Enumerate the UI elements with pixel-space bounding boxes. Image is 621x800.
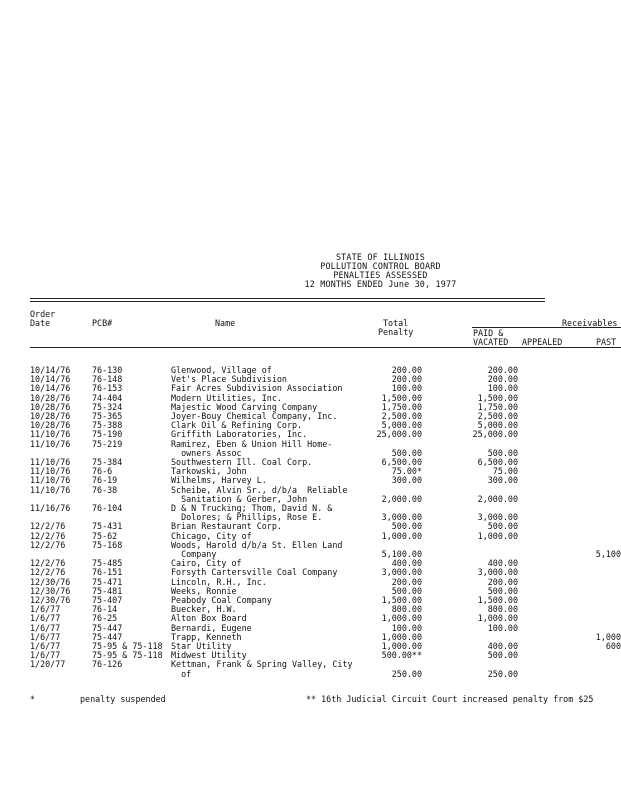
respondent-name: D & N Trucking; Thom, David N. &: [171, 503, 333, 513]
paid-vacated: 200.00: [487, 576, 518, 587]
paid-vacated: 1,000.00: [477, 613, 518, 624]
paid-vacated: 1,500.00: [477, 392, 518, 403]
paid-vacated: 100.00: [487, 383, 518, 394]
paid-vacated: 25,000.00: [472, 429, 518, 440]
total-penalty: 200.00: [391, 365, 422, 375]
header-pcb: PCB#: [92, 318, 113, 328]
paid-vacated: 3,000.00: [477, 567, 518, 578]
pcb-number: 75-485: [92, 558, 123, 569]
total-penalty: 800.00: [391, 604, 422, 615]
footnote-circuit-court: ** 16th Judicial Circuit Court increased penalty from $25: [306, 694, 594, 704]
paid-vacated: 6,500.00: [477, 457, 518, 467]
order-date: 10/28/76: [30, 420, 71, 431]
respondent-name: Joyer-Bouy Chemical Company, Inc.: [171, 411, 338, 421]
order-date: 1/20/77: [30, 659, 66, 670]
table-row: [0, 670, 621, 679]
header-period: 12 MONTHS ENDED June 30, 1977: [304, 279, 457, 289]
pcb-number: 76-151: [92, 567, 123, 578]
total-penalty: 1,500.00: [381, 392, 422, 403]
respondent-name: Bernardi, Eugene: [171, 622, 252, 633]
respondent-name: Chicago, City of: [171, 530, 252, 541]
paid-vacated: 2,500.00: [477, 411, 518, 421]
header-total: Total: [383, 318, 409, 328]
header-order: Order: [30, 309, 56, 319]
paid-vacated: 75.00: [492, 466, 518, 477]
pcb-number: 76-148: [92, 374, 123, 385]
respondent-name: Modern Utilities, Inc.: [171, 392, 282, 403]
total-penalty: 400.00: [391, 558, 422, 569]
header-bottom-rule: [30, 347, 621, 348]
pcb-number: 75-388: [92, 420, 123, 431]
order-date: 11/10/76: [30, 438, 71, 449]
total-penalty: 500.00: [391, 521, 422, 532]
total-penalty: 100.00: [391, 622, 422, 633]
table-row: [0, 660, 621, 669]
respondent-name: Dolores; & Phillips, Rose E.: [171, 512, 323, 523]
respondent-name: Ramirez, Eben & Union Hill Home-: [171, 438, 333, 449]
total-penalty: 75.00*: [391, 466, 422, 477]
total-penalty: 1,750.00: [381, 401, 422, 412]
past-due: 600: [605, 641, 621, 651]
order-date: 10/28/76: [30, 401, 71, 412]
paid-vacated: 250.00: [487, 668, 518, 679]
pcb-number: 76-6: [92, 466, 113, 477]
total-penalty: 1,000.00: [381, 641, 422, 651]
order-date: 10/14/76: [30, 383, 71, 394]
total-penalty: 1,000.00: [381, 613, 422, 624]
order-date: 1/6/77: [30, 622, 61, 633]
paid-vacated: 300.00: [487, 475, 518, 486]
paid-vacated: 1,750.00: [477, 401, 518, 412]
table-row: [0, 541, 621, 550]
past-due: 5,100: [595, 549, 621, 559]
total-penalty: 5,100.00: [381, 549, 422, 559]
paid-vacated: 500.00: [487, 585, 518, 596]
pcb-number: 76-130: [92, 365, 123, 375]
past-due: 1,000: [595, 631, 621, 642]
pcb-number: 75-219: [92, 438, 123, 449]
order-date: 11/10/76: [30, 484, 71, 495]
header-paid: PAID &: [473, 328, 504, 338]
pcb-number: 75-447: [92, 631, 123, 642]
total-penalty: 500.00**: [381, 650, 422, 661]
total-penalty: 1,000.00: [381, 631, 422, 642]
order-date: 12/2/76: [30, 539, 66, 550]
respondent-name: owners Assoc: [171, 447, 242, 458]
pcb-number: 76-104: [92, 503, 123, 513]
total-penalty: 3,000.00: [381, 567, 422, 578]
respondent-name: Brian Restaurant Corp.: [171, 521, 282, 532]
total-penalty: 2,000.00: [381, 493, 422, 504]
order-date: 1/6/77: [30, 604, 61, 615]
report-header: [0, 253, 621, 289]
pcb-number: 75-324: [92, 401, 123, 412]
paid-vacated: 500.00: [487, 447, 518, 458]
header-past: PAST: [596, 337, 617, 347]
order-date: 1/6/77: [30, 650, 61, 661]
respondent-name: Midwest Utility: [171, 650, 247, 661]
total-penalty: 200.00: [391, 576, 422, 587]
order-date: 12/2/76: [30, 558, 66, 569]
order-date: 12/2/76: [30, 530, 66, 541]
paid-vacated: 500.00: [487, 521, 518, 532]
order-date: 10/28/76: [30, 411, 71, 421]
pcb-number: 74-404: [92, 392, 123, 403]
total-penalty: 5,000.00: [381, 420, 422, 431]
pcb-number: 75-384: [92, 457, 123, 467]
header-date: Date: [30, 318, 51, 328]
header-name: Name: [215, 318, 236, 328]
respondent-name: Lincoln, R.H., Inc.: [171, 576, 267, 587]
respondent-name: Forsyth Cartersville Coal Company: [171, 567, 338, 578]
order-date: 10/28/76: [30, 392, 71, 403]
paid-vacated: 5,000.00: [477, 420, 518, 431]
pcb-number: 76-25: [92, 613, 118, 624]
respondent-name: Southwestern Ill. Coal Corp.: [171, 457, 313, 467]
paid-vacated: 200.00: [487, 365, 518, 375]
respondent-name: Company: [171, 549, 217, 559]
header-penalty: Penalty: [378, 327, 414, 337]
total-penalty: 3,000.00: [381, 512, 422, 523]
top-rule-2: [30, 301, 545, 302]
paid-vacated: 1,000.00: [477, 530, 518, 541]
receivables-rule: [472, 327, 621, 328]
order-date: 12/30/76: [30, 576, 71, 587]
pcb-number: 75-365: [92, 411, 123, 421]
respondent-name: Cairo, City of: [171, 558, 242, 569]
respondent-name: Wilhelms, Harvey L.: [171, 475, 267, 486]
pcb-number: 76-38: [92, 484, 118, 495]
table-row: [0, 440, 621, 449]
order-date: 11/10/76: [30, 475, 71, 486]
respondent-name: Trapp, Kenneth: [171, 631, 242, 642]
respondent-name: Fair Acres Subdivision Association: [171, 383, 343, 394]
respondent-name: Woods, Harold d/b/a St. Ellen Land: [171, 539, 343, 550]
respondent-name: Buecker, H.W.: [171, 604, 237, 615]
pcb-number: 75-62: [92, 530, 118, 541]
header-receivables: Receivables: [562, 318, 618, 328]
footnote-suspended: penalty suspended: [80, 694, 166, 704]
paid-vacated: 400.00: [487, 558, 518, 569]
paid-vacated: 3,000.00: [477, 512, 518, 523]
paid-vacated: 1,500.00: [477, 595, 518, 605]
total-penalty: 500.00: [391, 447, 422, 458]
pcb-number: 75-431: [92, 521, 123, 532]
respondent-name: Peabody Coal Company: [171, 595, 272, 605]
total-penalty: 500.00: [391, 585, 422, 596]
order-date: 11/16/76: [30, 503, 71, 513]
pcb-number: 76-126: [92, 659, 123, 670]
header-appealed: APPEALED: [522, 337, 563, 347]
pcb-number: 75-407: [92, 595, 123, 605]
respondent-name: Glenwood, Village of: [171, 365, 272, 375]
order-date: 12/30/76: [30, 595, 71, 605]
pcb-number: 75-168: [92, 539, 123, 550]
order-date: 10/14/76: [30, 374, 71, 385]
order-date: 10/14/76: [30, 365, 71, 375]
respondent-name: Clark Oil & Refining Corp.: [171, 420, 303, 431]
total-penalty: 1,500.00: [381, 595, 422, 605]
total-penalty: 6,500.00: [381, 457, 422, 467]
header-board: POLLUTION CONTROL BOARD: [320, 261, 441, 271]
top-rule: [30, 298, 545, 299]
order-date: 11/10/76: [30, 429, 71, 440]
paid-vacated: 800.00: [487, 604, 518, 615]
pcb-number: 75-447: [92, 622, 123, 633]
footnote-star: *: [30, 694, 36, 704]
order-date: 12/2/76: [30, 567, 66, 578]
order-date: 11/10/76: [30, 457, 71, 467]
total-penalty: 300.00: [391, 475, 422, 486]
order-date: 1/6/77: [30, 613, 61, 624]
order-date: 1/6/77: [30, 641, 61, 651]
respondent-name: Tarkowski, John: [171, 466, 247, 477]
pcb-number: 75-190: [92, 429, 123, 440]
total-penalty: 25,000.00: [376, 429, 422, 440]
header-vacated: VACATED: [473, 337, 509, 347]
total-penalty: 2,500.00: [381, 411, 422, 421]
respondent-name: Weeks, Ronnie: [171, 585, 237, 596]
header-state: STATE OF ILLINOIS: [335, 252, 426, 262]
order-date: 12/2/76: [30, 521, 66, 532]
pcb-number: 76-19: [92, 475, 118, 486]
total-penalty: 200.00: [391, 374, 422, 385]
respondent-name: of: [171, 668, 192, 679]
total-penalty: 100.00: [391, 383, 422, 394]
pcb-number: 76-14: [92, 604, 118, 615]
paid-vacated: 200.00: [487, 374, 518, 385]
order-date: 12/30/76: [30, 585, 71, 596]
respondent-name: Alton Box Board: [171, 613, 247, 624]
pcb-number: 75-481: [92, 585, 123, 596]
respondent-name: Vet's Place Subdivision: [171, 374, 287, 385]
table-row: [0, 486, 621, 495]
respondent-name: Scheibe, Alvin Sr., d/b/a Reliable: [171, 484, 348, 495]
paid-vacated: 500.00: [487, 650, 518, 661]
paid-vacated: 400.00: [487, 641, 518, 651]
header-title: PENALTIES ASSESSED: [333, 270, 428, 280]
respondent-name: Kettman, Frank & Spring Valley, City: [171, 659, 353, 670]
paid-vacated: 100.00: [487, 622, 518, 633]
pcb-number: 75-471: [92, 576, 123, 587]
pcb-number: 76-153: [92, 383, 123, 394]
order-date: 1/6/77: [30, 631, 61, 642]
respondent-name: Majestic Wood Carving Company: [171, 401, 318, 412]
pcb-number: 75-95 & 75-118: [92, 641, 163, 651]
respondent-name: Griffith Laboratories, Inc.: [171, 429, 308, 440]
pcb-number: 75-95 & 75-118: [92, 650, 163, 661]
total-penalty: 1,000.00: [381, 530, 422, 541]
paid-vacated: 2,000.00: [477, 493, 518, 504]
order-date: 11/10/76: [30, 466, 71, 477]
respondent-name: Star Utility: [171, 641, 232, 651]
respondent-name: Sanitation & Gerber, John: [171, 493, 308, 504]
total-penalty: 250.00: [391, 668, 422, 679]
